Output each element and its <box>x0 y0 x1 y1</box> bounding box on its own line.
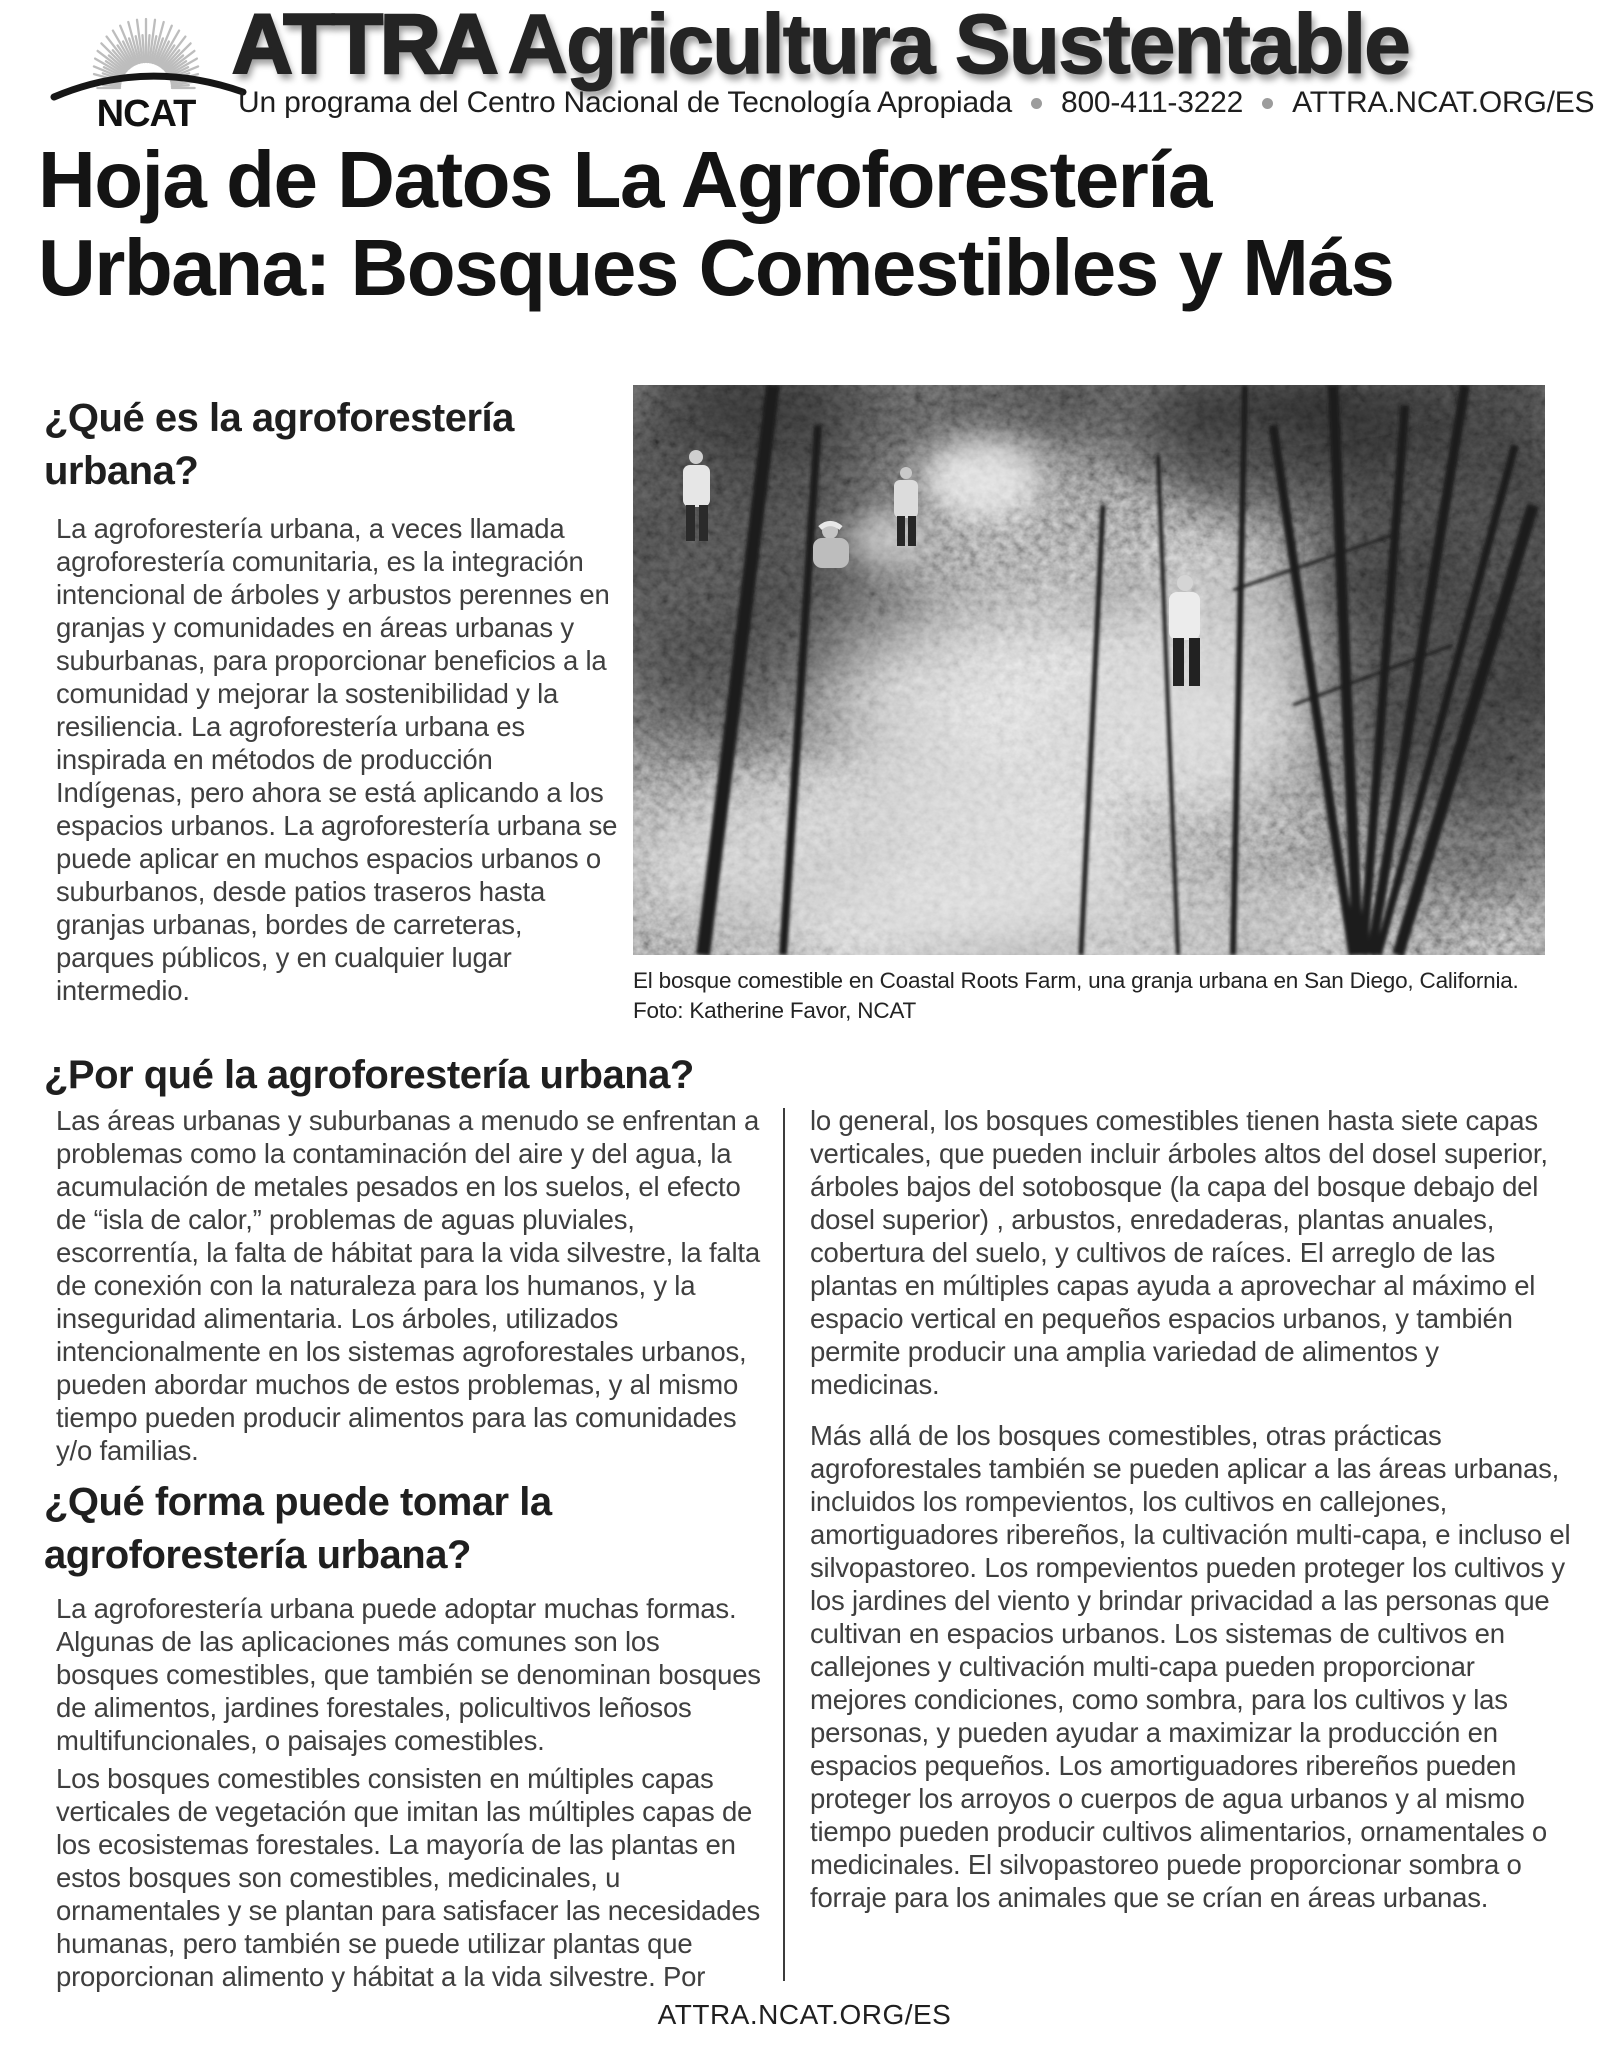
photo-caption: El bosque comestible en Coastal Roots Farm, una granja urbana en San Diego, California. <box>633 968 1519 993</box>
column-divider <box>783 1108 785 1981</box>
page-title-line2: Urbana: Bosques Comestibles y Más <box>38 223 1394 312</box>
what-body-paragraph: La agroforestería urbana, a veces llamada agroforestería comunitaria, es la integración intencional de árboles y arbustos perennes en granjas y comunidades en áreas urbanas y suburbanas, para proporcionar beneficios a la comunidad y mejorar la sostenibilidad y la resiliencia. La agroforestería urbana es inspirada en métodos de producción Indígenas, pero ahora se está aplicando a los espacios urbanos. La agroforestería urbana se puede aplicar en muchos espacios urbanos o suburbanos, desde patios traseros hasta granjas urbanas, bordes de carreteras, parques públicos, y en cualquier lugar intermedio. <box>56 513 618 1006</box>
form-paragraph-2: Los bosques comestibles consisten en múltiples capas verticales de vegetación que imitan las múltiples capas de los ecosistemas forestales. La mayoría de las plantas en estos bosques son comestibles, medicinales, u ornamentales y se plantan para satisfacer las necesidades humanas, pero también se puede utilizar plantas que proporcionan alimento y hábitat a la vida silvestre. Por <box>56 1763 761 1992</box>
separator-dot-icon <box>1031 98 1042 109</box>
why-body-paragraph: Las áreas urbanas y suburbanas a menudo se enfrentan a problemas como la contaminación del aire y del agua, la acumulación de metales pesados en los suelos, el efecto de “isla de calor,” problemas de aguas pluviales, escorrentía, la falta de hábitat para la vida silvestre, la falta de conexión con la naturaleza para los humanos, y la inseguridad alimentaria. Los árboles, utilizados intencionalmente en los sistemas agroforestales urbanos, pueden abordar muchos de estos problemas, y al mismo tiempo pueden producir alimentos para las comunidades y/o familias. <box>56 1105 760 1466</box>
section-heading-form <box>44 1476 624 1582</box>
photo-caption-block <box>633 966 1573 1026</box>
brand-title <box>232 0 1592 93</box>
tagline-text: Un programa del Centro Nacional de Tecnología Apropiada <box>238 86 1012 119</box>
separator-dot-icon <box>1262 98 1273 109</box>
heading-what-line2: urbana? <box>44 449 199 493</box>
heading-form-line2: agroforestería urbana? <box>44 1533 471 1577</box>
right-paragraph-1: lo general, los bosques comestibles tienen hasta siete capas verticales, que pueden incluir árboles altos del dosel superior, árboles bajos del sotobosque (la capa del bosque debajo del dosel superior) , arbustos, enredaderas, plantas anuales, cobertura del suelo, y cultivos de raíces. El arreglo de las plantas en múltiples capas ayuda a aprovechar al máximo el espacio vertical en pequeños espacios urbanos, y también permite producir una amplia variedad de alimentos y medicinas. <box>810 1105 1548 1400</box>
brand-attra: ATTRA <box>232 0 496 91</box>
photo-credit: Foto: Katherine Favor, NCAT <box>633 998 917 1023</box>
header-website-link[interactable]: ATTRA.NCAT.ORG/ES <box>1292 86 1595 119</box>
heading-form-line1: ¿Qué forma puede tomar la <box>44 1480 552 1524</box>
page-title <box>38 136 1598 312</box>
brand-subname: Agricultura Sustentable <box>507 0 1409 91</box>
page-title-line1: Hoja de Datos La Agroforestería <box>38 135 1212 224</box>
right-paragraph-2: Más allá de los bosques comestibles, otras prácticas agroforestales también se pueden aplicar a las áreas urbanas, incluidos los rompevientos, los cultivos en callejones, amortiguadores ribereños, la cultivación multi-capa, e incluso el silvopastoreo. Los rompevientos pueden proteger los cultivos y los jardines del viento y brindar privacidad a las personas que cultivan en espacios urbanos. Los sistemas de cultivos en callejones y cultivación multi-capa pueden proporcionar mejores condiciones, como sombra, para los cultivos y las personas, y pueden ayudar a maximizar la producción en espacios pequeños. Los amortiguadores ribereños pueden proteger los arroyos o cuerpos de agua urbanos y al mismo tiempo pueden producir cultivos alimentarios, ornamentales o medicinales. El silvopastoreo puede proporcionar sombra o forraje para los animales que se crían en áreas urbanas. <box>810 1420 1571 1913</box>
footer-website-link[interactable]: ATTRA.NCAT.ORG/ES <box>657 1999 952 2030</box>
section-heading-why: ¿Por qué la agroforestería urbana? <box>44 1053 694 1097</box>
heading-what-line1: ¿Qué es la agroforestería <box>44 396 514 440</box>
phone-number: 800-411-3222 <box>1060 86 1244 119</box>
ncat-wordmark: NCAT <box>96 93 196 130</box>
footer <box>0 1999 1609 2031</box>
section-heading-what <box>44 392 604 498</box>
article-photo <box>633 385 1545 955</box>
header-tagline-row <box>238 86 1594 120</box>
ncat-logo <box>46 2 248 130</box>
form-paragraph-1: La agroforestería urbana puede adoptar muchas formas. Algunas de las aplicaciones más comunes son los bosques comestibles, que también se denominan bosques de alimentos, jardines forestales, policultivos leñosos multifuncionales, o paisajes comestibles. <box>56 1593 761 1756</box>
